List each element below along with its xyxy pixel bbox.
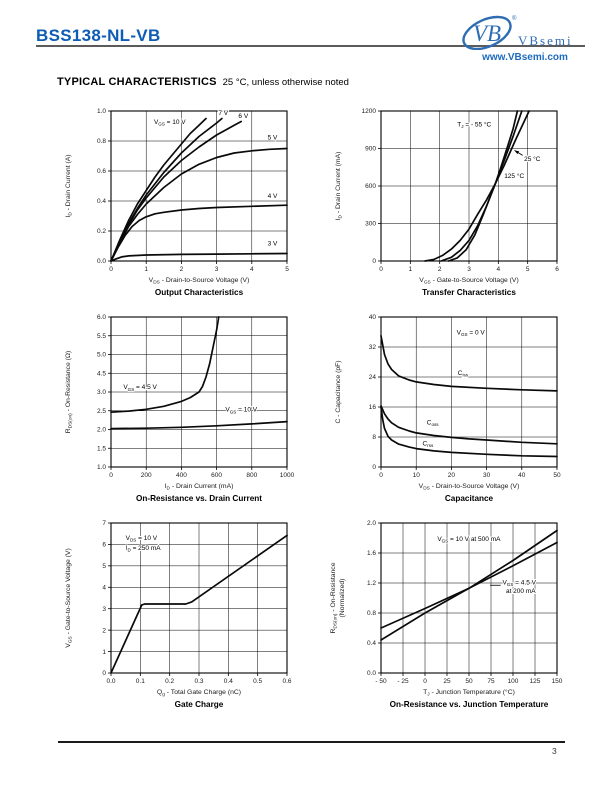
- on-resistance-vs-junction-temperature-svg: [327, 511, 579, 717]
- svg-text:5.0: 5.0: [96, 351, 106, 359]
- x-axis-label: $V_{DS}$ - Drain-to-Source Voltage (V): [148, 277, 250, 286]
- svg-text:0.0: 0.0: [366, 670, 376, 678]
- y-axis-label: $R_{DS(on)}$ - On-Resistance (Ω): [65, 350, 74, 434]
- svg-text:0.2: 0.2: [165, 678, 175, 685]
- svg-text:0.3: 0.3: [194, 678, 204, 685]
- svg-text:- 50: - 50: [375, 678, 387, 685]
- y-axis-label: $I_D$ - Drain Current (mA): [335, 151, 344, 221]
- y-axis-label: $V_{GS}$ - Gate-to-Source Voltage (V): [65, 548, 74, 648]
- svg-text:0.6: 0.6: [282, 678, 292, 685]
- svg-text:6.0: 6.0: [96, 314, 106, 322]
- chart-on-resistance-vs-drain-current: [57, 305, 309, 511]
- curve-label: 6 V: [238, 112, 249, 120]
- svg-text:40: 40: [368, 314, 376, 322]
- svg-text:100: 100: [507, 678, 519, 685]
- curve: [111, 317, 219, 412]
- x-axis-label: $I_D$ - Drain Current (mA): [164, 483, 234, 492]
- curve-label: $C_{iss}$: [457, 369, 469, 378]
- y-axis-label: $R_{DS(on)}$ - On-Resistance: [330, 562, 339, 634]
- charts-grid: [57, 99, 579, 717]
- logo-url-link[interactable]: www.VBsemi.com: [482, 52, 568, 63]
- chart-title: Gate Charge: [174, 700, 224, 709]
- svg-text:40: 40: [518, 472, 526, 479]
- chart-title: On-Resistance vs. Junction Temperature: [389, 700, 549, 709]
- svg-text:30: 30: [482, 472, 491, 479]
- svg-text:75: 75: [487, 678, 495, 685]
- svg-text:2: 2: [179, 266, 184, 273]
- curve: [381, 406, 557, 444]
- svg-text:7: 7: [102, 520, 106, 528]
- output-characteristics-svg: [57, 99, 309, 305]
- section-title: TYPICAL CHARACTERISTICS: [57, 76, 217, 88]
- svg-text:1: 1: [102, 648, 106, 656]
- svg-text:4: 4: [102, 584, 106, 592]
- y-axis-label: C - Capacitance (pF): [335, 360, 342, 424]
- curve-label: $V_{GS} = 10$ V at 500 mA: [437, 536, 501, 544]
- chart-transfer-characteristics: [327, 99, 579, 305]
- svg-text:400: 400: [175, 472, 187, 479]
- transfer-characteristics-svg: [327, 99, 579, 305]
- curve: [111, 119, 222, 262]
- logo-name: VBsemi: [518, 33, 573, 48]
- svg-text:5: 5: [525, 266, 530, 273]
- x-axis-label: $V_{GS}$ - Gate-to-Source Voltage (V): [419, 277, 519, 286]
- svg-text:4: 4: [496, 266, 501, 273]
- on-resistance-vs-drain-current-svg: [57, 305, 309, 511]
- svg-text:0.4: 0.4: [96, 198, 106, 206]
- svg-text:0: 0: [423, 678, 427, 685]
- curve: [381, 407, 557, 457]
- capacitance-svg: [327, 305, 579, 511]
- svg-text:1000: 1000: [279, 472, 295, 479]
- svg-text:1200: 1200: [361, 108, 376, 116]
- svg-text:50: 50: [465, 678, 473, 685]
- svg-text:0.0: 0.0: [96, 258, 106, 266]
- chart-title: On-Resistance vs. Drain Current: [135, 494, 263, 503]
- svg-text:20: 20: [447, 472, 456, 479]
- svg-text:50: 50: [553, 472, 561, 479]
- svg-text:3.0: 3.0: [96, 389, 106, 397]
- footer-rule: [58, 741, 565, 743]
- svg-text:1.2: 1.2: [366, 580, 376, 588]
- svg-text:1.6: 1.6: [366, 550, 376, 558]
- curve: [381, 336, 557, 391]
- svg-text:0: 0: [379, 266, 383, 273]
- svg-text:0.8: 0.8: [366, 610, 376, 618]
- svg-text:200: 200: [140, 472, 152, 479]
- svg-text:32: 32: [368, 344, 376, 352]
- svg-text:0.2: 0.2: [96, 228, 106, 236]
- svg-text:300: 300: [365, 220, 376, 228]
- x-axis-label: $Q_g$ - Total Gate Charge (nC): [156, 689, 242, 698]
- chart-gate-charge: [57, 511, 309, 717]
- svg-text:4.5: 4.5: [96, 370, 106, 378]
- curve-label: $V_{GS} = 4.5$ V: [123, 384, 157, 392]
- curve-label: 25 °C: [524, 156, 541, 163]
- svg-text:3: 3: [467, 266, 471, 273]
- svg-text:- 25: - 25: [397, 678, 409, 685]
- svg-text:600: 600: [365, 183, 376, 191]
- svg-text:2.5: 2.5: [96, 407, 106, 415]
- logo-row: [460, 12, 590, 50]
- curve: [111, 254, 287, 262]
- chart-on-resistance-vs-junction-temperature: [327, 511, 579, 717]
- svg-text:0.4: 0.4: [223, 678, 233, 685]
- svg-text:10: 10: [412, 472, 420, 479]
- curve-label: $V_{GS} = 0$ V: [456, 329, 485, 338]
- gate-charge-svg: [57, 511, 309, 717]
- x-axis-label: $T_J$ - Junction Temperature (°C): [423, 689, 515, 698]
- svg-text:4: 4: [249, 266, 254, 273]
- curve-label: 4 V: [267, 193, 278, 200]
- curve-label: 3 V: [267, 240, 278, 248]
- svg-text:0.1: 0.1: [135, 678, 145, 685]
- svg-text:0: 0: [372, 258, 376, 266]
- vb-monogram-icon: [460, 12, 518, 50]
- chart-title: Capacitance: [444, 494, 494, 503]
- svg-text:6: 6: [555, 266, 559, 273]
- chart-title: Output Characteristics: [154, 288, 244, 297]
- svg-text:0.5: 0.5: [253, 678, 263, 685]
- svg-text:0.4: 0.4: [366, 640, 376, 648]
- curve-label: $V_{GS} = 10$ V: [225, 406, 258, 415]
- curve-label: at 200 mA: [505, 587, 536, 595]
- curve-label: $C_{oss}$: [426, 419, 439, 428]
- curve-label: $T_J$ = - 55 °C: [457, 121, 492, 130]
- svg-text:1.0: 1.0: [96, 464, 106, 472]
- curve-label: $C_{rss}$: [422, 440, 434, 448]
- vbsemi-logo: [460, 12, 590, 63]
- svg-text:0.8: 0.8: [96, 138, 106, 146]
- svg-text:24: 24: [368, 374, 376, 382]
- svg-text:16: 16: [368, 404, 376, 412]
- curve-label: 125 °C: [504, 172, 525, 180]
- curve: [111, 119, 206, 262]
- svg-text:1: 1: [144, 266, 149, 273]
- svg-text:0: 0: [102, 670, 106, 678]
- section-note: 25 °C, unless otherwise noted: [222, 77, 349, 88]
- svg-text:800: 800: [246, 472, 258, 479]
- svg-text:3: 3: [102, 605, 106, 613]
- svg-text:1: 1: [408, 266, 413, 273]
- svg-text:0: 0: [109, 266, 113, 273]
- chart-output-characteristics: [57, 99, 309, 305]
- part-number-title: BSS138-NL-VB: [36, 26, 161, 45]
- svg-text:0: 0: [372, 464, 376, 472]
- curve-label: $V_{DS} = 10$ V: [125, 535, 158, 543]
- curve-label: $V_{GS} = 10$ V: [153, 118, 186, 127]
- registered-mark: ®: [512, 16, 517, 22]
- svg-text:5.5: 5.5: [96, 332, 106, 340]
- section-heading: [57, 76, 349, 88]
- svg-text:6: 6: [102, 541, 106, 549]
- svg-text:125: 125: [529, 678, 541, 685]
- svg-text:150: 150: [551, 678, 563, 685]
- chart-capacitance: [327, 305, 579, 511]
- svg-text:5: 5: [102, 563, 106, 571]
- svg-text:2.0: 2.0: [96, 426, 106, 434]
- svg-text:1.0: 1.0: [96, 108, 106, 116]
- svg-text:2: 2: [437, 266, 442, 273]
- svg-text:5: 5: [285, 266, 289, 273]
- chart-title: Transfer Characteristics: [422, 288, 516, 297]
- svg-text:2: 2: [102, 627, 106, 635]
- svg-text:2.0: 2.0: [366, 520, 376, 528]
- curve: [111, 122, 241, 262]
- curve-label: $V_{GS} = 4.5$ V: [502, 579, 536, 588]
- svg-text:0.6: 0.6: [96, 168, 106, 176]
- svg-text:0: 0: [379, 472, 383, 479]
- svg-text:900: 900: [365, 145, 376, 153]
- svg-text:0: 0: [109, 472, 113, 479]
- y-axis-label: (Normalized): [339, 578, 346, 618]
- svg-text:0.0: 0.0: [106, 678, 116, 685]
- curve-label: 7 V: [218, 109, 229, 117]
- monogram-letters: VB: [472, 21, 502, 46]
- curve: [111, 422, 287, 429]
- svg-text:25: 25: [443, 678, 451, 685]
- svg-text:8: 8: [372, 434, 376, 442]
- page-number: 3: [552, 746, 557, 756]
- curve-label: 5 V: [267, 134, 278, 142]
- svg-text:600: 600: [211, 472, 223, 479]
- y-axis-label: $I_D$ - Drain Current (A): [65, 154, 74, 218]
- curve-label: $I_D = 250$ mA: [125, 544, 161, 553]
- svg-text:1.5: 1.5: [96, 445, 106, 453]
- svg-text:3: 3: [214, 266, 219, 273]
- x-axis-label: $V_{DS}$ - Drain-to-Source Voltage (V): [418, 483, 520, 492]
